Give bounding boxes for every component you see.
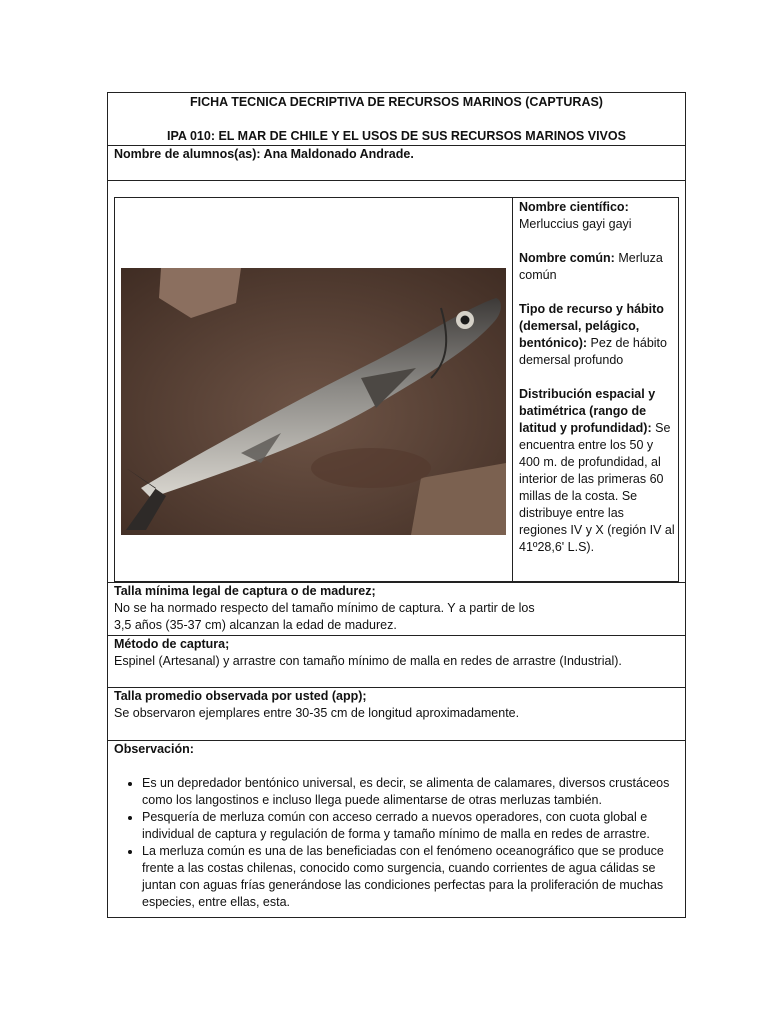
- avg-size-section: [114, 688, 679, 722]
- resource-type-value: Pez de hábito demersal profundo: [519, 336, 667, 367]
- scientific-name-value: Merluccius gayi gayi: [519, 217, 632, 231]
- min-size-label: Talla mínima legal de captura o de madurez;: [114, 584, 376, 598]
- resource-type-label: Tipo de recurso y hábito (demersal, pelágico, bentónico):: [519, 302, 664, 350]
- distribution-label: Distribución espacial y batimétrica (rango de latitud y profundidad):: [519, 387, 656, 435]
- species-info: [519, 199, 675, 573]
- sheet-title: FICHA TECNICA DECRIPTIVA DE RECURSOS MARINOS (CAPTURAS): [190, 95, 603, 109]
- min-size-line1: No se ha normado respecto del tamaño mínimo de captura. Y a partir de los: [114, 601, 535, 615]
- min-size-line2: 3,5 años (35-37 cm) alcanzan la edad de madurez.: [114, 618, 397, 632]
- method-section: [114, 636, 679, 670]
- sheet-subtitle: IPA 010: EL MAR DE CHILE Y EL USOS DE SUS RECURSOS MARINOS VIVOS: [167, 129, 626, 143]
- distribution-value: Se encuentra entre los 50 y 400 m. de profundidad, al interior de las primeras 60 millas de la costa. Se distribuye entre las regiones IV y X (región IV al 41º28,6' L.S).: [519, 421, 675, 554]
- method-value: Espinel (Artesanal) y arrastre con tamaño mínimo de malla en redes de arrastre (Industrial).: [114, 654, 622, 668]
- divider: [107, 180, 686, 181]
- common-name-label: Nombre común:: [519, 251, 615, 265]
- observation-list: [114, 775, 679, 911]
- min-size-section: [114, 583, 679, 634]
- students-name: Nombre de alumnos(as): Ana Maldonado Andrade.: [114, 147, 414, 161]
- hake-fish-photo: [121, 268, 506, 535]
- common-name-value: Merluza común: [519, 251, 663, 282]
- list-item: • Es un depredador bentónico universal, es decir, se alimenta de calamares, diversos crustáceos como los langostinos e incluso llega puede alimentarse de otras merluzas también.: [142, 775, 679, 809]
- species-panel-divider: [512, 197, 513, 582]
- observation-section: [114, 741, 679, 911]
- scientific-name-label: Nombre científico:: [519, 200, 629, 214]
- observation-label: Observación:: [114, 742, 194, 756]
- method-label: Método de captura;: [114, 637, 230, 651]
- avg-size-label: Talla promedio observada por usted (app);: [114, 689, 367, 703]
- list-item: • Pesquería de merluza común con acceso cerrado a nuevos operadores, con cuota global e individual de captura y regulación de forma y tamaño mínimo de malla en redes de arrastre.: [142, 809, 679, 843]
- list-item: • La merluza común es una de las beneficiadas con el fenómeno oceanográfico que se produce frente a las costas chilenas, conocido como surgencia, cuando corrientes de agua cálidas se juntan con aguas frías generándose las condiciones perfectas para la proliferación de muchas especies, entre ellas, esta.: [142, 843, 679, 911]
- avg-size-value: Se observaron ejemplares entre 30-35 cm de longitud aproximadamente.: [114, 706, 520, 720]
